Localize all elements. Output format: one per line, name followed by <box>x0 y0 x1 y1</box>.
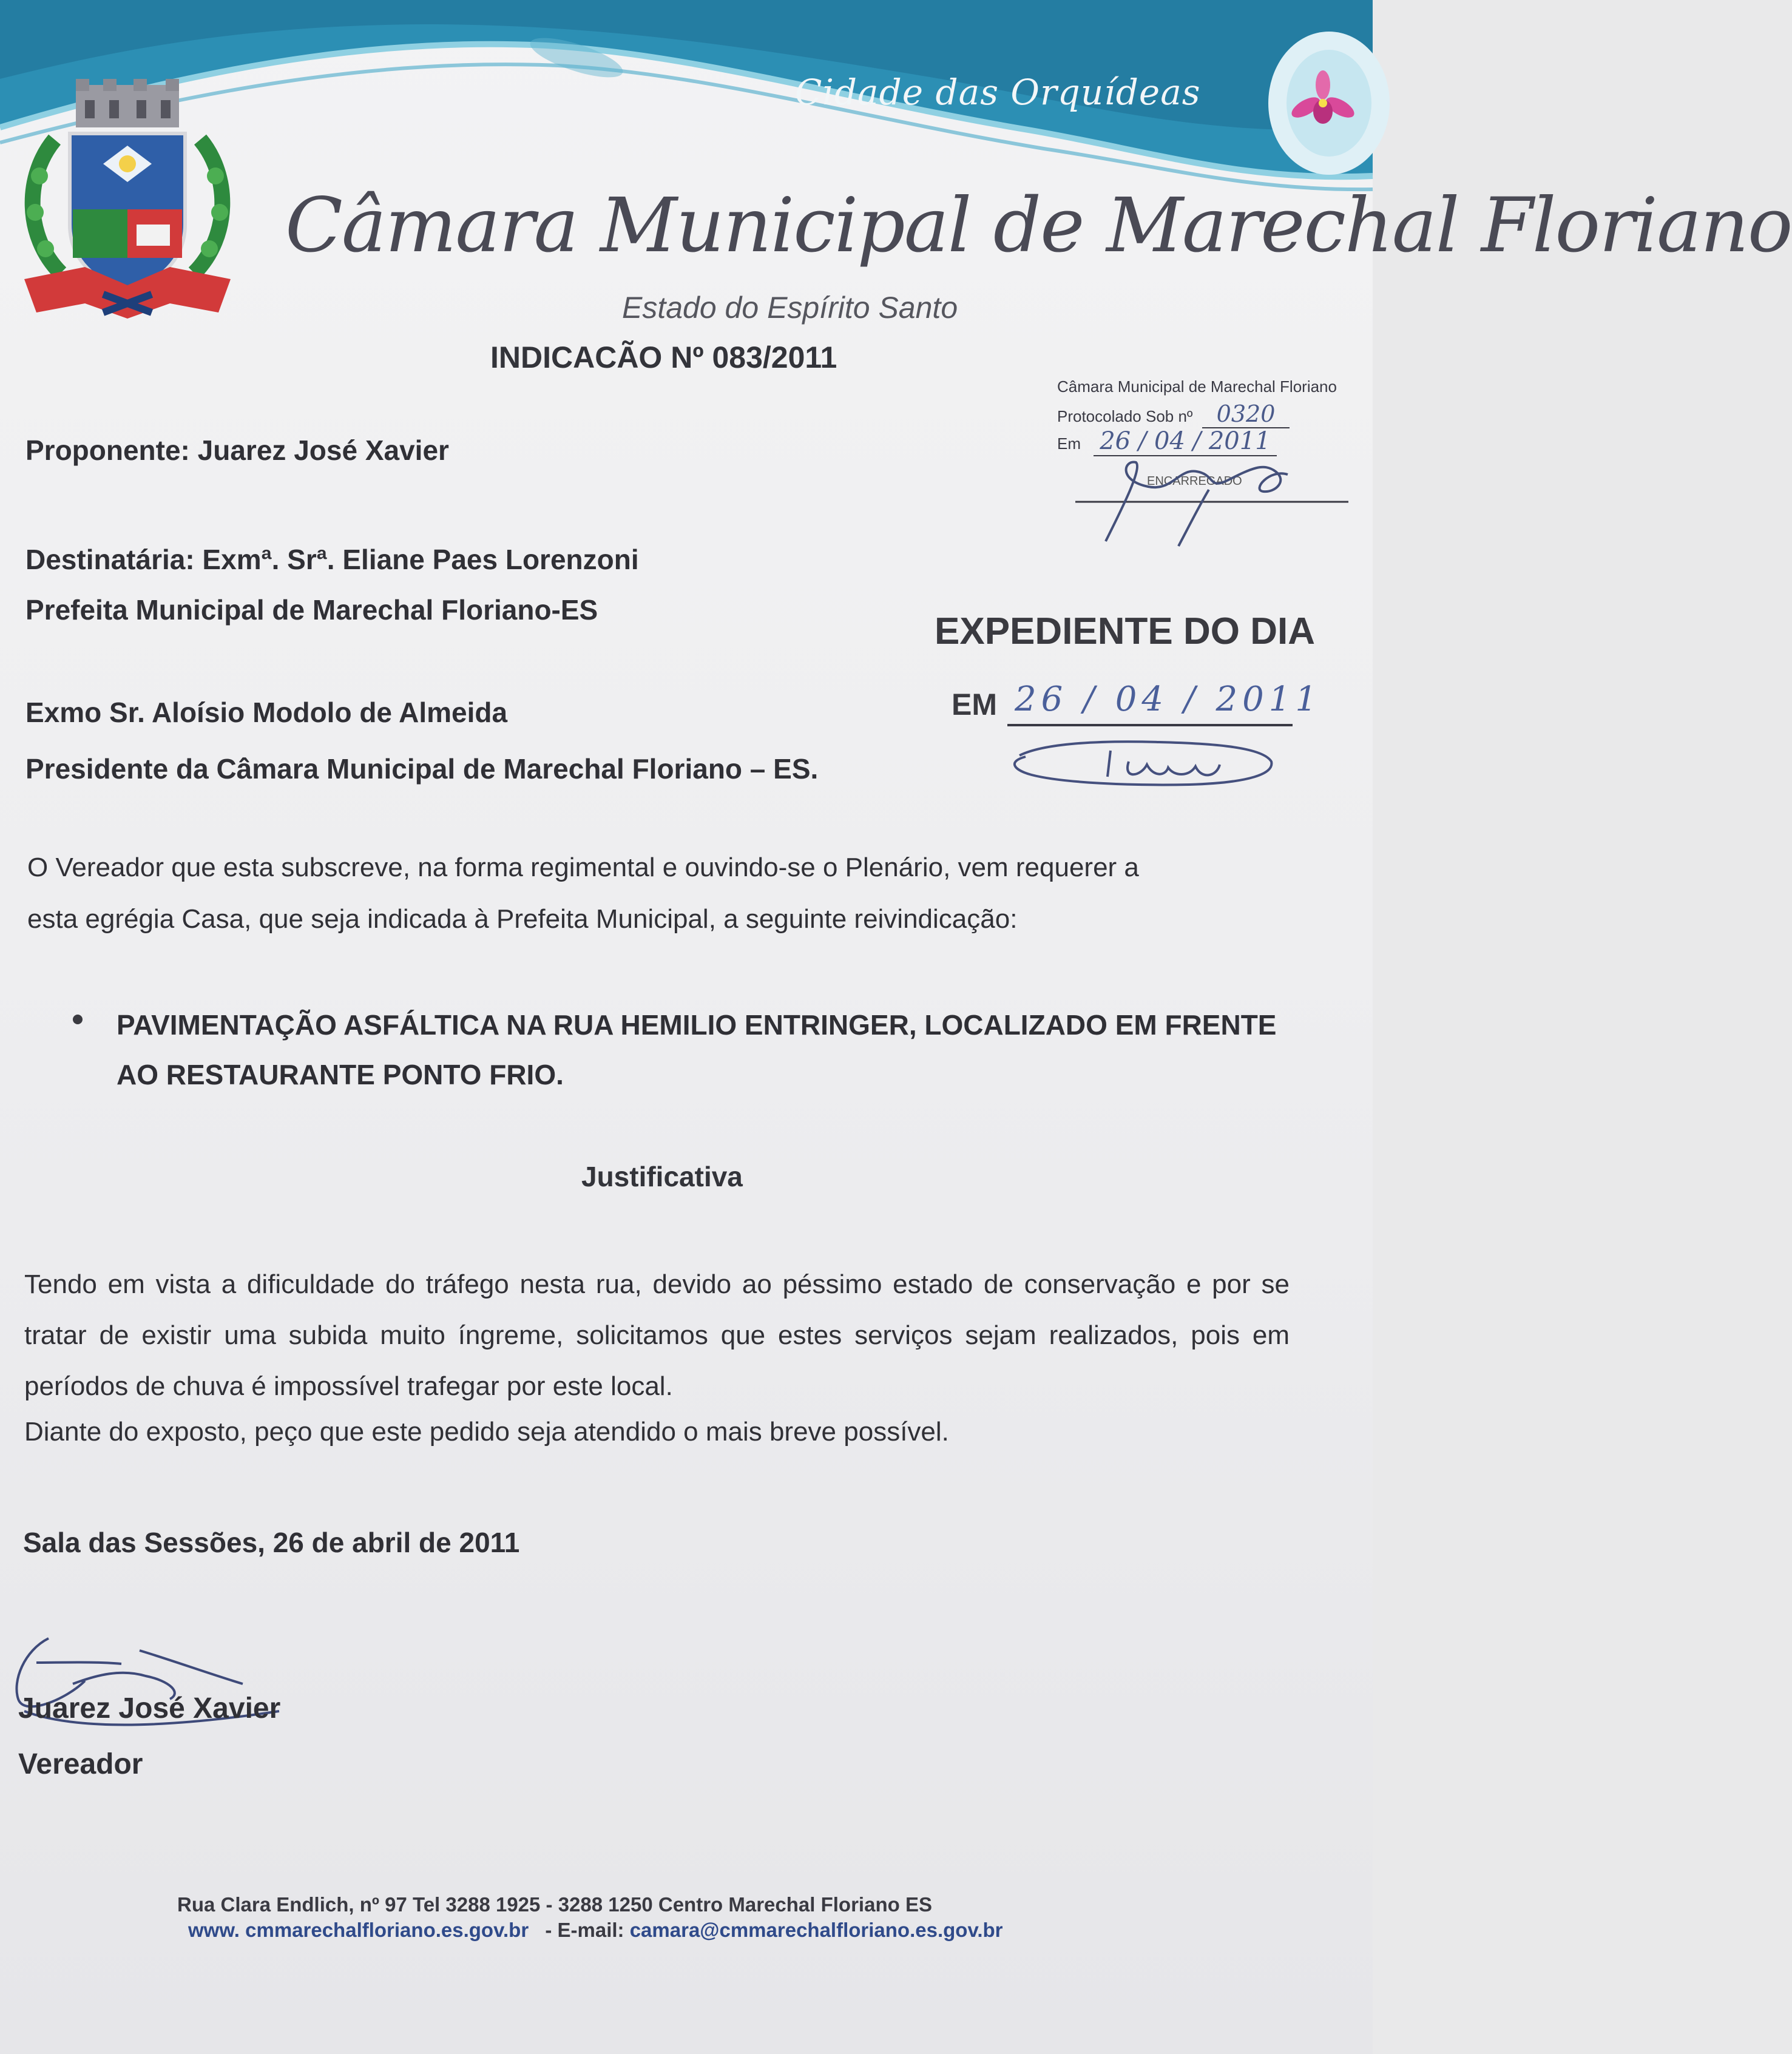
expediente-date: 26 / 04 / 2011 <box>1015 680 1322 719</box>
stamp-signature-drawing <box>1069 444 1348 547</box>
stamp-date-label: Em <box>1057 434 1081 453</box>
signatory-title: Vereador <box>18 1748 143 1780</box>
justification-heading: Justificativa <box>581 1161 743 1192</box>
signatory-name: Juarez José Xavier <box>18 1692 281 1725</box>
stamp-institution: Câmara Municipal de Marechal Floriano <box>1057 377 1337 396</box>
signatory-signature-drawing <box>0 1626 316 1748</box>
chamber-name: Câmara Municipal de Marechal Floriano <box>285 182 1792 269</box>
header-tagline: Cidade das Orquídeas <box>795 72 1201 113</box>
expediente-signature-drawing <box>1007 719 1299 798</box>
footer-contact <box>188 1919 1003 1942</box>
stamp-protocol-label: Protocolado Sob nº <box>1057 407 1193 425</box>
footer-email-link[interactable]: camara@cmmarechalfloriano.es.gov.br <box>629 1919 1003 1941</box>
session-date: Sala das Sessões, 26 de abril de 2011 <box>23 1527 520 1558</box>
footer-website-link[interactable]: www. cmmarechalfloriano.es.gov.br <box>188 1919 529 1941</box>
stamp-protocol-number: 0320 <box>1202 400 1290 428</box>
recipient-line-2: Prefeita Municipal de Marechal Floriano-ES <box>25 594 598 626</box>
document-number: INDICACÃO Nº 083/2011 <box>490 340 837 374</box>
expediente-title: EXPEDIENTE DO DIA <box>935 610 1315 652</box>
justification-paragraph: Tendo em vista a dificuldade do tráfego nesta rua, devido ao péssimo estado de conservação e por se tratar de existir uma subida muito íngreme, solicitamos que estes serviços sejam realizados, pois em períodos de chuva é impossível trafegar por este local. <box>24 1269 1290 1401</box>
orchid-icon <box>1262 36 1373 170</box>
protocol-stamp <box>1057 377 1373 523</box>
bullet-icon <box>73 1015 83 1024</box>
footer-address: Rua Clara Endlich, nº 97 Tel 3288 1925 - 3288 1250 Centro Marechal Floriano ES <box>177 1893 932 1916</box>
president-line-2: Presidente da Câmara Municipal de Marechal Floriano – ES. <box>25 753 819 785</box>
state-subtitle: Estado do Espírito Santo <box>622 291 958 325</box>
request-item: PAVIMENTAÇÃO ASFÁLTICA NA RUA HEMILIO ENTRINGER, LOCALIZADO EM FRENTE AO RESTAURANTE PONTO FRIO. <box>117 1009 1277 1090</box>
footer-email-label: - E-mail: <box>545 1919 624 1941</box>
president-line-1: Exmo Sr. Aloísio Modolo de Almeida <box>25 697 508 728</box>
recipient-line-1: Destinatária: Exmª. Srª. Eliane Paes Lorenzoni <box>25 544 639 575</box>
coat-of-arms-emblem <box>12 73 243 328</box>
expediente-em-label: EM <box>952 687 997 721</box>
stamp-role: ENCARREGADO <box>1147 475 1242 488</box>
stamp-date: 26 / 04 / 2011 <box>1094 427 1276 456</box>
intro-line-2: esta egrégia Casa, que seja indicada à Prefeita Municipal, a seguinte reivindicação: <box>27 904 1018 934</box>
proponent-line: Proponente: Juarez José Xavier <box>25 434 449 466</box>
intro-line-1: O Vereador que esta subscreve, na forma regimental e ouvindo-se o Plenário, vem requerer a <box>27 853 1139 882</box>
justification-closing: Diante do exposto, peço que este pedido seja atendido o mais breve possível. <box>24 1417 949 1447</box>
